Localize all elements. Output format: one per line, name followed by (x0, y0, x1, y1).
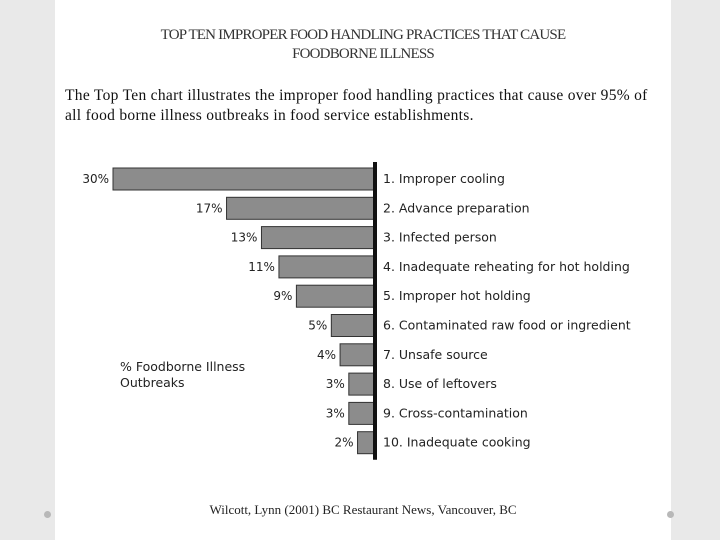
bar-6 (331, 315, 375, 337)
slide (55, 0, 671, 540)
category-label-9: 9. Cross-contamination (383, 405, 528, 421)
bar-1 (113, 168, 375, 190)
category-label-10: 10. Inadequate cooking (383, 434, 531, 450)
bullet-dot-left (44, 511, 51, 518)
bullet-dot-right (667, 511, 674, 518)
category-label-7: 7. Unsafe source (383, 346, 488, 362)
chart-description: The Top Ten chart illustrates the improper food handling practices that cause over 95% of all food borne illness outbreaks in food service establishments. (65, 87, 648, 124)
category-label-1: 1. Improper cooling (383, 171, 505, 186)
value-label-1: 30% (82, 172, 109, 186)
bar-chart (55, 160, 671, 470)
category-label-2: 2. Advance preparation (383, 200, 530, 216)
bar-9 (349, 402, 375, 424)
bar-8 (349, 373, 375, 395)
citation: Wilcott, Lynn (2001) BC Restaurant News, Vancouver, BC (209, 502, 517, 517)
axis-title-line-1: % Foodborne Illness (120, 359, 246, 374)
title-line-2: FOODBORNE ILLNESS (292, 46, 434, 62)
category-label-3: 3. Infected person (383, 229, 497, 245)
category-label-8: 8. Use of leftovers (383, 376, 497, 392)
value-label-5: 9% (273, 289, 293, 304)
axis-title-line-2: Outbreaks (120, 375, 185, 390)
value-label-4: 11% (248, 259, 275, 274)
title-line-1: TOP TEN IMPROPER FOOD HANDLING PRACTICES THAT CAUSE (160, 27, 566, 43)
bar-3 (261, 227, 375, 249)
value-label-10: 2% (334, 435, 354, 450)
bar-2 (227, 197, 375, 219)
value-label-7: 4% (317, 347, 337, 362)
bar-5 (296, 285, 375, 307)
category-label-5: 5. Improper hot holding (383, 288, 531, 304)
category-label-4: 4. Inadequate reheating for hot holding (383, 258, 630, 274)
bar-10 (358, 432, 375, 454)
value-label-2: 17% (195, 201, 223, 216)
bar-7 (340, 344, 375, 366)
bar-4 (279, 256, 375, 278)
category-label-6: 6. Contaminated raw food or ingredient (383, 317, 631, 333)
value-label-6: 5% (308, 318, 328, 333)
value-label-9: 3% (325, 406, 345, 421)
value-label-3: 13% (230, 230, 258, 245)
value-label-8: 3% (325, 377, 345, 392)
page-title (55, 26, 671, 64)
